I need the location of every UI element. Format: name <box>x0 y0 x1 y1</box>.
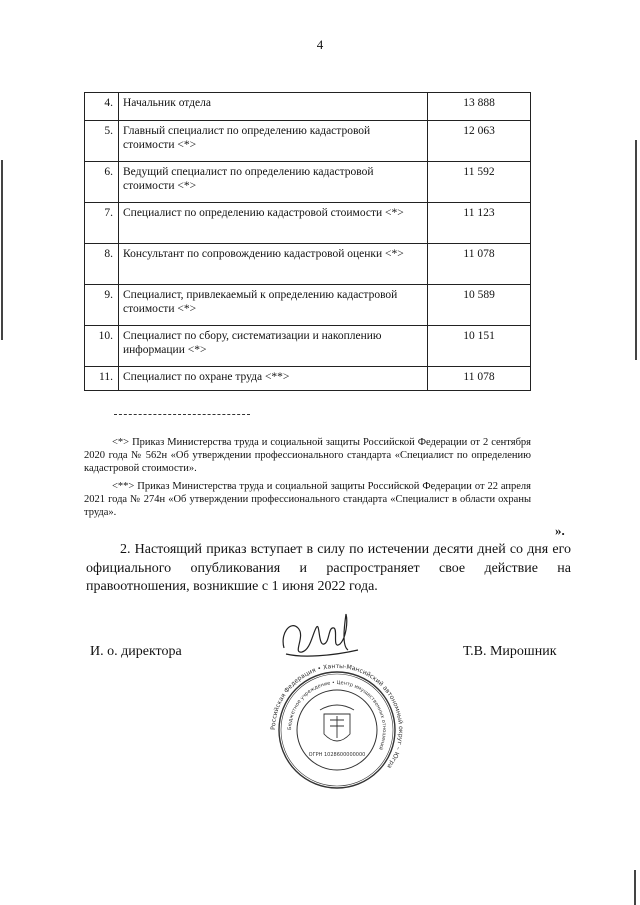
footnote-2: <**> Приказ Министерства труда и социальной защиты Российской Федерации от 22 апреля 2021 года № 274н «Об утверждении профессионального стандарта «Специалист в области охраны труда». <box>84 481 531 518</box>
signatory-name: Т.В. Мирошник <box>463 644 557 659</box>
position-title: Специалист по сбору, систематизации и накоплению информации <*> <box>119 326 428 367</box>
page-number: 4 <box>316 37 324 52</box>
table-row <box>85 285 531 326</box>
paragraph-effective-date: 2. Настоящий приказ вступает в силу по истечении десяти дней со дня его официального опубликования и распространяет свое действие на правоотношения, возникшие с 1 июня 2022 года. <box>86 542 571 594</box>
row-number: 9. <box>85 285 119 326</box>
position-title: Консультант по сопровождению кадастровой оценки <*> <box>119 244 428 285</box>
row-number: 6. <box>85 162 119 203</box>
salary-value: 10 151 <box>428 326 531 367</box>
table-row <box>85 244 531 285</box>
salary-value: 11 592 <box>428 162 531 203</box>
seal-ogrn: ОГРН 1028600000000 <box>308 752 366 758</box>
salary-value: 11 078 <box>428 244 531 285</box>
position-title: Специалист по охране труда <**> <box>119 367 428 391</box>
row-number: 10. <box>85 326 119 367</box>
salary-value: 10 589 <box>428 285 531 326</box>
coat-of-arms-icon <box>320 705 354 741</box>
seal-outer-text: Российская Федерация • Ханты-Мансийский автономный округ – Югра <box>269 662 405 770</box>
scan-edge-mark <box>634 870 636 905</box>
table-row <box>85 326 531 367</box>
salary-value: 12 063 <box>428 121 531 162</box>
salary-value: 11 078 <box>428 367 531 391</box>
row-number: 7. <box>85 203 119 244</box>
signatory-title: И. о. директора <box>90 644 182 659</box>
table-row <box>85 93 531 121</box>
position-title: Ведущий специалист по определению кадастровой стоимости <*> <box>119 162 428 203</box>
table-row <box>85 203 531 244</box>
row-number: 4. <box>85 93 119 121</box>
position-title: Главный специалист по определению кадастровой стоимости <*> <box>119 121 428 162</box>
footnote-1: <*> Приказ Министерства труда и социальной защиты Российской Федерации от 2 сентября 2020 года № 562н «Об утверждении профессионального стандарта «Специалист по определению кадастровой стоимости». <box>84 437 531 474</box>
row-number: 5. <box>85 121 119 162</box>
salary-value: 13 888 <box>428 93 531 121</box>
scan-edge-mark <box>1 160 3 340</box>
row-number: 8. <box>85 244 119 285</box>
table-row <box>85 367 531 391</box>
position-title: Специалист, привлекаемый к определению кадастровой стоимости <*> <box>119 285 428 326</box>
salary-value: 11 123 <box>428 203 531 244</box>
table-row <box>85 162 531 203</box>
signature-scribble-icon <box>283 614 358 656</box>
salary-table <box>84 92 531 391</box>
seal-inner-text: Бюджетное учреждение • Центр имущественных отношений <box>286 679 388 751</box>
row-number: 11. <box>85 367 119 391</box>
table-row <box>85 121 531 162</box>
footnote-separator <box>114 414 250 415</box>
scan-edge-mark <box>635 140 637 360</box>
closing-quote: ». <box>555 523 565 538</box>
position-title: Начальник отдела <box>119 93 428 121</box>
position-title: Специалист по определению кадастровой стоимости <*> <box>119 203 428 244</box>
official-seal <box>262 606 412 790</box>
